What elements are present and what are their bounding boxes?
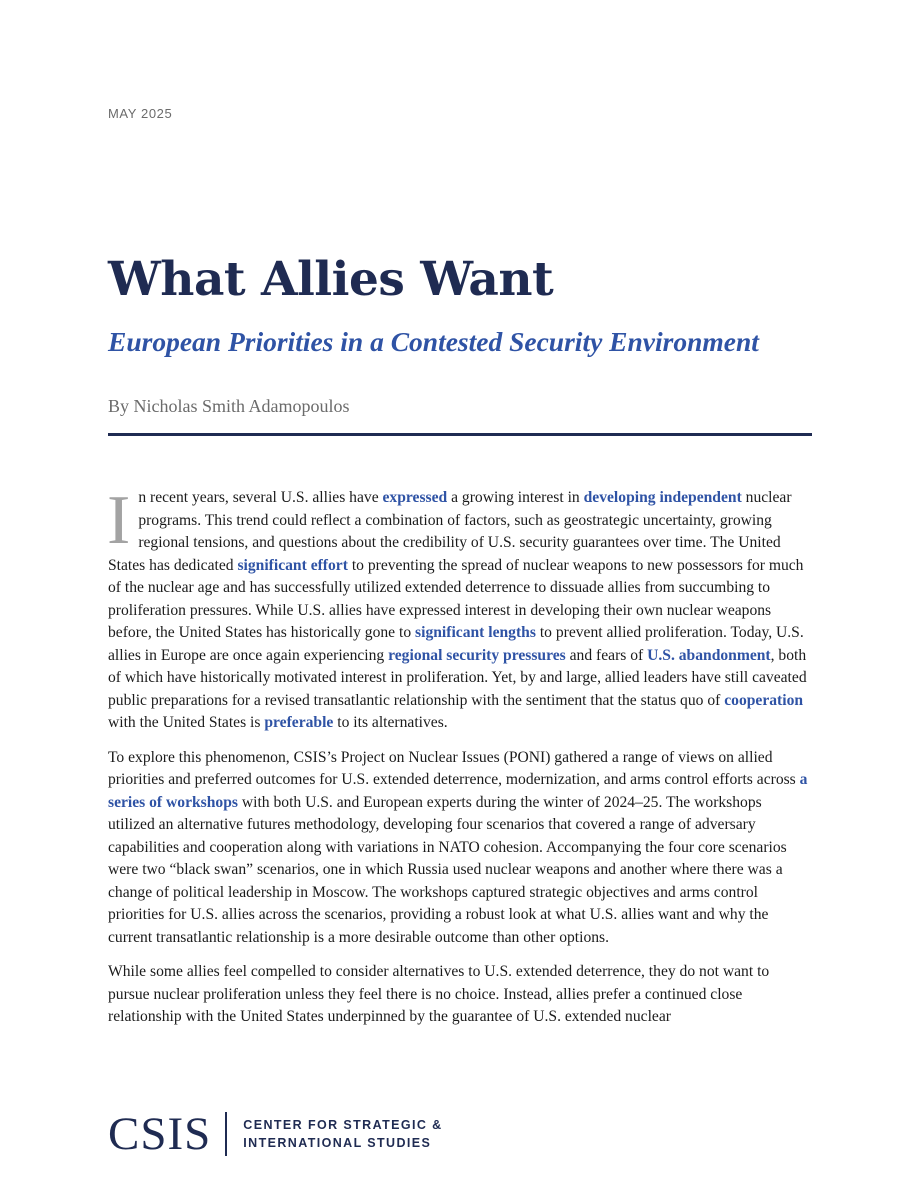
organization-name	[243, 1116, 442, 1152]
drop-cap: I	[107, 482, 131, 559]
footer-logo	[108, 1109, 443, 1159]
publication-date: MAY 2025	[108, 106, 173, 121]
text-span: a growing interest in	[447, 489, 584, 506]
author-byline: By Nicholas Smith Adamopoulos	[108, 396, 350, 416]
paragraph-2	[108, 747, 812, 950]
link-cooperation[interactable]: cooperation	[724, 691, 804, 709]
article-body	[107, 482, 812, 1041]
link-significant-effort[interactable]: significant effort	[237, 556, 348, 574]
link-expressed[interactable]: expressed	[382, 489, 448, 506]
link-us-abandonment[interactable]: U.S. abandonment	[647, 646, 771, 664]
link-preferable[interactable]: preferable	[264, 714, 334, 731]
page-subtitle: European Priorities in a Contested Security Environment	[108, 326, 759, 357]
page-title: What Allies Want	[108, 252, 554, 307]
text-span: , both of which have historically motivated interest in proliferation. Yet, by and large, allied leaders have still caveated public preparations for a revised transatlantic relationship with the sentiment that the status quo of	[108, 646, 807, 709]
text-span: to prevent allied proliferation. Today, U.S. allies in Europe are once again experiencing	[108, 624, 804, 664]
org-name-line-1: CENTER FOR STRATEGIC &	[243, 1118, 443, 1132]
org-name-line-2: INTERNATIONAL STUDIES	[243, 1136, 432, 1150]
paragraph-1	[107, 482, 812, 735]
text-span: with the United States is	[108, 714, 265, 731]
text-span: While some allies feel compelled to consider alternatives to U.S. extended deterrence, they do not want to pursue nuclear proliferation unless they feel there is no choice. Instead, allies prefer a continued close relationship with the United States underpinned by the guarantee of U.S. extended nuclear	[108, 963, 770, 1025]
text-span: n recent years, several U.S. allies have	[138, 489, 383, 506]
logo-divider	[225, 1112, 227, 1156]
text-span: to its alternatives.	[333, 714, 448, 731]
link-regional-security-pressures[interactable]: regional security pressures	[388, 646, 566, 664]
text-span: nuclear programs. This trend could reflect a combination of factors, such as geostrategic uncertainty, growing regional tensions, and questions about the credibility of U.S. security guarantees over time. The United States has dedicated	[108, 489, 792, 574]
text-span: to preventing the spread of nuclear weapons to new possessors for much of the nuclear age and has successfully utilized extended deterrence to dissuade allies from succumbing to proliferation pressures. While U.S. allies have expressed interest in developing their own nuclear weapons before, the United States has historically gone to	[108, 556, 804, 641]
paragraph-3	[108, 961, 812, 1029]
text-span: To explore this phenomenon, CSIS’s Project on Nuclear Issues (PONI) gathered a range of views on allied priorities and preferred outcomes for U.S. extended deterrence, modernization, and arms control efforts across	[108, 748, 800, 788]
text-span: with both U.S. and European experts during the winter of 2024–25. The workshops utilized an alternative futures methodology, developing four scenarios that covered a range of adversary capabilities and cooperation along with variations in NATO cohesion. Accompanying the four core scenarios were two “black swan” scenarios, one in which Russia used nuclear weapons and another where there was a change of political leadership in Moscow. The workshops captured strategic objectives and arms control priorities for U.S. allies across the scenarios, providing a robust look at what U.S. allies want and why the current transatlantic relationship is a more desirable outcome than other options.	[108, 793, 787, 946]
title-divider	[108, 433, 812, 436]
link-developing-independent[interactable]: developing independent	[583, 489, 742, 506]
link-significant-lengths[interactable]: significant lengths	[415, 624, 536, 641]
link-series-of-workshops[interactable]: a series of workshops	[108, 771, 808, 811]
text-span: and fears of	[565, 646, 648, 664]
csis-logo: CSIS	[108, 1107, 212, 1160]
